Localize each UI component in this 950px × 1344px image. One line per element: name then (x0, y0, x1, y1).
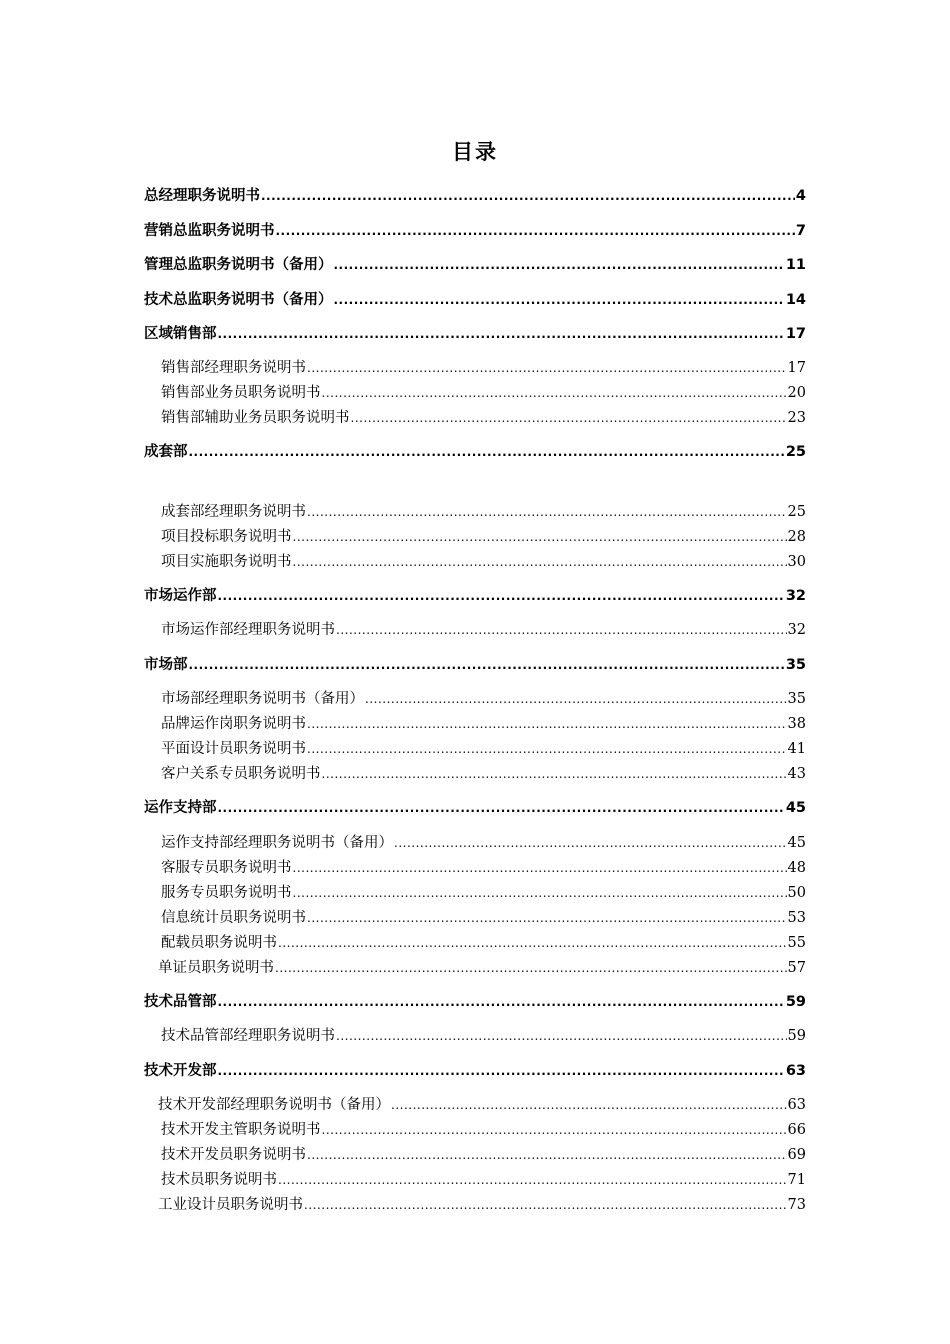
toc-dot-leader (334, 293, 785, 307)
toc-dot-leader (278, 936, 787, 950)
toc-dot-leader (322, 767, 787, 781)
toc-subsection-entry[interactable] (161, 857, 806, 879)
toc-dot-leader (275, 961, 787, 975)
toc-entry-label: 技术开发部经理职务说明书（备用） (158, 1097, 390, 1113)
toc-page-number: 66 (787, 1122, 806, 1138)
toc-entry-label: 单证员职务说明书 (158, 960, 274, 976)
toc-section-entry[interactable] (144, 991, 806, 1013)
toc-entry-label: 管理总监职务说明书（备用） (144, 257, 333, 273)
toc-entry-label: 销售部辅助业务员职务说明书 (161, 410, 350, 426)
toc-subsection-entry[interactable] (161, 1119, 806, 1141)
toc-entry-label: 市场运作部 (144, 588, 217, 604)
toc-page-number: 25 (787, 504, 806, 520)
toc-dot-leader (189, 445, 785, 459)
toc-entry-label: 配载员职务说明书 (161, 935, 277, 951)
toc-page-number: 63 (787, 1097, 806, 1113)
toc-dot-leader (307, 505, 787, 519)
toc-page-number: 45 (785, 800, 806, 816)
toc-entry-label: 客服专员职务说明书 (161, 860, 292, 876)
toc-subsection-entry[interactable] (158, 957, 806, 979)
toc-entry-label: 服务专员职务说明书 (161, 885, 292, 901)
toc-entry-label: 技术品管部经理职务说明书 (161, 1028, 335, 1044)
toc-subsection-entry[interactable] (161, 1169, 806, 1191)
toc-page-number: 32 (787, 622, 806, 638)
toc-dot-leader (293, 886, 787, 900)
toc-entry-label: 技术开发部 (144, 1063, 217, 1079)
toc-page-number: 38 (787, 716, 806, 732)
toc-subsection-entry[interactable] (161, 882, 806, 904)
toc-entry-label: 项目投标职务说明书 (161, 529, 292, 545)
toc-subsection-entry[interactable] (161, 907, 806, 929)
toc-page-number: 41 (787, 741, 806, 757)
toc-dot-leader (293, 530, 787, 544)
toc-dot-leader (218, 327, 785, 341)
toc-entry-label: 品牌运作岗职务说明书 (161, 716, 306, 732)
toc-dot-leader (307, 361, 787, 375)
toc-subsection-entry[interactable] (161, 1025, 806, 1047)
toc-entry-label: 信息统计员职务说明书 (161, 910, 306, 926)
toc-entry-label: 项目实施职务说明书 (161, 554, 292, 570)
toc-subsection-entry[interactable] (161, 738, 806, 760)
toc-page-number: 48 (787, 860, 806, 876)
toc-section-entry[interactable] (144, 220, 806, 242)
toc-dot-leader (189, 658, 785, 672)
toc-dot-leader (293, 555, 787, 569)
toc-entry-label: 技术开发主管职务说明书 (161, 1122, 321, 1138)
toc-page-number: 14 (785, 292, 806, 308)
toc-subsection-entry[interactable] (161, 551, 806, 573)
toc-entry-label: 运作支持部经理职务说明书（备用） (161, 835, 393, 851)
toc-subsection-entry[interactable] (161, 832, 806, 854)
toc-page-number: 7 (795, 223, 806, 239)
toc-dot-leader (218, 589, 785, 603)
toc-dot-leader (391, 1098, 787, 1112)
toc-dot-leader (307, 911, 787, 925)
toc-entry-label: 技术员职务说明书 (161, 1172, 277, 1188)
toc-entry-label: 营销总监职务说明书 (144, 223, 275, 239)
toc-dot-leader (218, 1064, 785, 1078)
toc-page-number: 63 (785, 1063, 806, 1079)
toc-subsection-entry[interactable] (158, 1094, 806, 1116)
toc-dot-leader (307, 742, 787, 756)
toc-page-number: 17 (785, 326, 806, 342)
toc-section-entry[interactable] (144, 185, 806, 207)
toc-section-entry[interactable] (144, 1060, 806, 1082)
toc-dot-leader (278, 1173, 787, 1187)
toc-page-number: 73 (787, 1197, 806, 1213)
toc-page-number: 4 (795, 188, 806, 204)
toc-dot-leader (218, 995, 785, 1009)
toc-subsection-entry[interactable] (161, 688, 806, 710)
toc-page-number: 25 (785, 444, 806, 460)
toc-dot-leader (304, 1198, 787, 1212)
toc-subsection-entry[interactable] (161, 932, 806, 954)
toc-subsection-entry[interactable] (161, 382, 806, 404)
toc-page-number: 55 (787, 935, 806, 951)
toc-dot-leader (276, 224, 795, 238)
toc-subsection-entry[interactable] (158, 1194, 806, 1216)
toc-subsection-entry[interactable] (161, 407, 806, 429)
toc-dot-leader (307, 717, 787, 731)
toc-entry-label: 平面设计员职务说明书 (161, 741, 306, 757)
toc-entry-label: 技术品管部 (144, 994, 217, 1010)
toc-page-number: 43 (787, 766, 806, 782)
page-title: 目录 (452, 140, 498, 164)
toc-page-number: 71 (787, 1172, 806, 1188)
toc-page-number: 11 (785, 257, 806, 273)
toc-subsection-entry[interactable] (161, 526, 806, 548)
toc-entry-label: 销售部业务员职务说明书 (161, 385, 321, 401)
toc-dot-leader (365, 692, 787, 706)
toc-page-number: 23 (787, 410, 806, 426)
toc-page-number: 35 (785, 657, 806, 673)
toc-entry-label: 工业设计员职务说明书 (158, 1197, 303, 1213)
toc-section-entry[interactable] (144, 797, 806, 819)
toc-dot-leader (336, 1029, 787, 1043)
toc-subsection-entry[interactable] (161, 713, 806, 735)
toc-page-number: 50 (787, 885, 806, 901)
toc-dot-leader (218, 801, 785, 815)
toc-dot-leader (293, 861, 787, 875)
toc-page-number: 28 (787, 529, 806, 545)
toc-dot-leader (261, 189, 795, 203)
toc-dot-leader (394, 836, 787, 850)
toc-section-entry[interactable] (144, 441, 806, 463)
toc-entry-label: 客户关系专员职务说明书 (161, 766, 321, 782)
toc-entry-label: 市场运作部经理职务说明书 (161, 622, 335, 638)
toc-dot-leader (336, 623, 787, 637)
toc-section-entry[interactable] (144, 254, 806, 276)
toc-entry-label: 市场部 (144, 657, 188, 673)
toc-page-number: 53 (787, 910, 806, 926)
toc-entry-label: 市场部经理职务说明书（备用） (161, 691, 364, 707)
toc-entry-label: 总经理职务说明书 (144, 188, 260, 204)
toc-section-entry[interactable] (144, 585, 806, 607)
toc-dot-leader (307, 1148, 787, 1162)
toc-entry-label: 区域销售部 (144, 326, 217, 342)
toc-page-number: 59 (785, 994, 806, 1010)
toc-entry-label: 技术开发员职务说明书 (161, 1147, 306, 1163)
toc-subsection-entry[interactable] (161, 501, 806, 523)
toc-page-number: 69 (787, 1147, 806, 1163)
toc-page-number: 17 (787, 360, 806, 376)
toc-dot-leader (322, 1123, 787, 1137)
toc-page-number: 32 (785, 588, 806, 604)
toc-section-entry[interactable] (144, 289, 806, 311)
toc-entry-label: 销售部经理职务说明书 (161, 360, 306, 376)
toc-entry-label: 运作支持部 (144, 800, 217, 816)
toc-subsection-entry[interactable] (161, 1144, 806, 1166)
toc-dot-leader (322, 386, 787, 400)
toc-entry-label: 成套部 (144, 444, 188, 460)
toc-page-number: 45 (787, 835, 806, 851)
toc-page-number: 57 (787, 960, 806, 976)
toc-section-entry[interactable] (144, 323, 806, 345)
toc-page-number: 35 (787, 691, 806, 707)
toc-subsection-entry[interactable] (161, 763, 806, 785)
toc-entry-label: 技术总监职务说明书（备用） (144, 292, 333, 308)
toc-subsection-entry[interactable] (161, 619, 806, 641)
toc-page-number: 20 (787, 385, 806, 401)
toc-dot-leader (351, 411, 787, 425)
toc-dot-leader (334, 258, 785, 272)
toc-subsection-entry[interactable] (161, 357, 806, 379)
toc-page-number: 30 (787, 554, 806, 570)
toc-section-entry[interactable] (144, 654, 806, 676)
toc-page-number: 59 (787, 1028, 806, 1044)
toc-entry-label: 成套部经理职务说明书 (161, 504, 306, 520)
